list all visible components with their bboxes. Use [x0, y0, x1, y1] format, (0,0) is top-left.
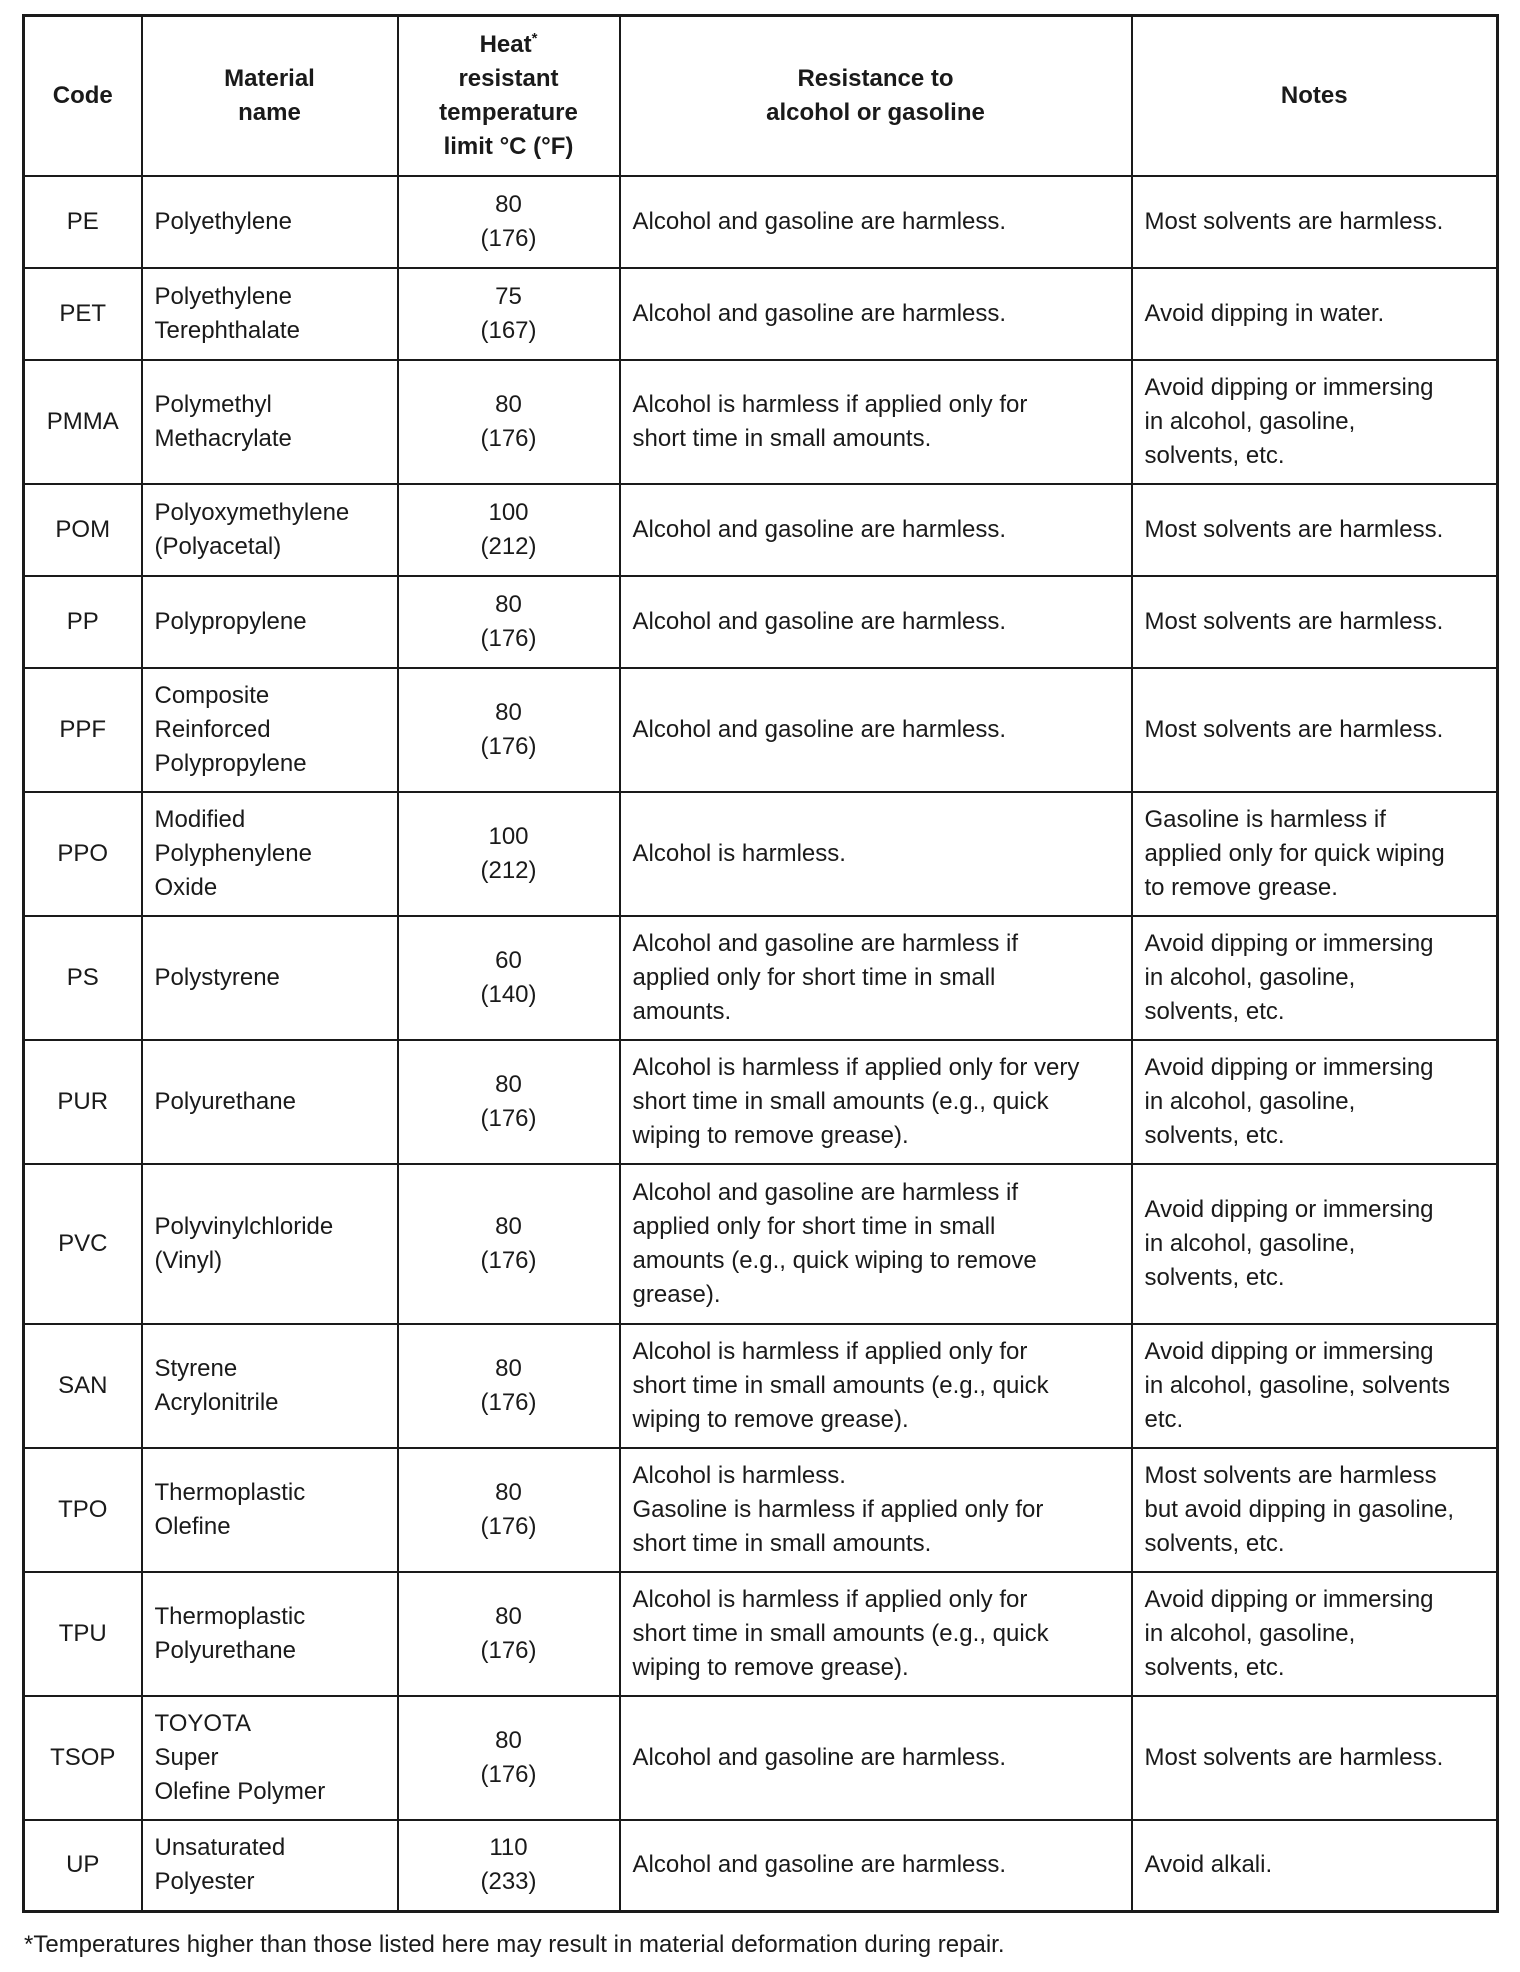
notes-text-cell [1132, 792, 1498, 916]
material-name-line: Oxide [154, 873, 218, 901]
heat-limit-line: (176) [480, 1760, 537, 1788]
heat-limit-line: (140) [480, 980, 537, 1008]
material-name-cell [142, 484, 398, 576]
heat-limit-cell [398, 1040, 620, 1164]
resistance-text-line: amounts. [632, 997, 732, 1025]
resistance-text-line: Alcohol and gasoline are harmless. [632, 1851, 1007, 1879]
table-row [24, 916, 1498, 1040]
notes-text-line: in alcohol, gasoline, [1144, 1087, 1356, 1115]
material-code-line: PET [59, 299, 107, 327]
heat-limit-line: (176) [480, 1512, 537, 1540]
material-code-line: PE [66, 207, 99, 235]
header-heat-line [411, 28, 607, 62]
material-code-line: PP [66, 607, 99, 635]
heat-limit-cell [398, 576, 620, 668]
notes-text-line: Most solvents are harmless. [1144, 715, 1444, 743]
heat-limit-line: 80 [495, 1212, 522, 1240]
material-code-line: TPO [58, 1495, 108, 1523]
notes-text-line: Most solvents are harmless. [1144, 207, 1444, 235]
resistance-text-line: wiping to remove grease). [632, 1405, 909, 1433]
header-heat-line: temperature [439, 98, 578, 126]
table-row [24, 792, 1498, 916]
heat-limit-line: (176) [480, 224, 537, 252]
material-name-line: TOYOTA [154, 1709, 251, 1737]
heat-limit-line: 75 [495, 282, 522, 310]
heat-limit-line: 80 [495, 1478, 522, 1506]
notes-text-line: solvents, etc. [1144, 1653, 1285, 1681]
heat-limit-cell [398, 1696, 620, 1820]
notes-text-cell [1132, 1696, 1498, 1820]
heat-limit-cell [398, 916, 620, 1040]
material-name-line: Polystyrene [154, 963, 280, 991]
material-code-line: TSOP [50, 1743, 116, 1771]
notes-text-cell [1132, 576, 1498, 668]
material-code-cell [24, 1040, 142, 1164]
notes-text-line: Avoid dipping or immersing [1144, 373, 1434, 401]
resistance-text-line: Alcohol is harmless. [632, 839, 846, 867]
material-name-line: Polyurethane [154, 1636, 296, 1664]
heat-limit-line: 80 [495, 390, 522, 418]
resistance-text-cell [620, 1696, 1132, 1820]
resistance-text-line: short time in small amounts (e.g., quick [632, 1619, 1049, 1647]
heat-limit-line: 80 [495, 1070, 522, 1098]
material-name-line: Modified [154, 805, 246, 833]
material-name-cell [142, 360, 398, 484]
resistance-text-line: amounts (e.g., quick wiping to remove [632, 1246, 1037, 1274]
heat-limit-line: (233) [480, 1868, 537, 1896]
table-row [24, 1164, 1498, 1324]
resistance-text-line: short time in small amounts (e.g., quick [632, 1087, 1049, 1115]
table-row [24, 1696, 1498, 1820]
heat-limit-cell [398, 1164, 620, 1324]
material-name-line: Reinforced [154, 715, 271, 743]
resistance-text-line: Alcohol and gasoline are harmless. [632, 515, 1007, 543]
material-code-cell [24, 1164, 142, 1324]
material-name-line: Unsaturated [154, 1834, 286, 1862]
notes-text-line: in alcohol, gasoline, [1144, 407, 1356, 435]
header-code-label: Code [52, 81, 113, 109]
notes-text-line: in alcohol, gasoline, [1144, 963, 1356, 991]
resistance-text-line: wiping to remove grease). [632, 1653, 909, 1681]
resistance-text-line: Alcohol is harmless if applied only for very [632, 1053, 1080, 1081]
material-name-line: Composite [154, 681, 270, 709]
header-resistance-line: alcohol or gasoline [766, 98, 985, 126]
material-name-line: Thermoplastic [154, 1478, 306, 1506]
notes-text-cell [1132, 1164, 1498, 1324]
heat-limit-line: 80 [495, 1726, 522, 1754]
notes-text-line: solvents, etc. [1144, 1263, 1285, 1291]
heat-limit-line: 60 [495, 946, 522, 974]
notes-text-line: Most solvents are harmless. [1144, 607, 1444, 635]
heat-limit-line: (176) [480, 1388, 537, 1416]
notes-text-line: solvents, etc. [1144, 1529, 1285, 1557]
material-name-line: Polyurethane [154, 1087, 296, 1115]
material-name-line: Acrylonitrile [154, 1388, 279, 1416]
resistance-text-cell [620, 668, 1132, 792]
heat-limit-cell [398, 1448, 620, 1572]
material-code-cell [24, 576, 142, 668]
material-code-cell [24, 792, 142, 916]
table-row [24, 176, 1498, 268]
heat-limit-line: 100 [488, 822, 529, 850]
notes-text-line: solvents, etc. [1144, 1121, 1285, 1149]
material-name-line: Olefine [154, 1512, 231, 1540]
heat-limit-cell [398, 360, 620, 484]
material-name-line: Polyethylene [154, 282, 292, 310]
material-name-line: Polyoxymethylene [154, 498, 350, 526]
header-heat-word: Heat [479, 30, 532, 58]
header-resistance-line: Resistance to [797, 64, 954, 92]
resistance-text-cell [620, 792, 1132, 916]
table-row [24, 1324, 1498, 1448]
material-code-cell [24, 1572, 142, 1696]
notes-text-line: applied only for quick wiping [1144, 839, 1445, 867]
resistance-text-line: applied only for short time in small [632, 963, 996, 991]
resistance-text-line: Alcohol is harmless if applied only for [632, 1337, 1028, 1365]
material-code-line: SAN [58, 1371, 108, 1399]
resistance-text-line: Alcohol and gasoline are harmless. [632, 207, 1007, 235]
footnote-marker: * [531, 29, 538, 47]
resistance-text-line: Alcohol is harmless if applied only for [632, 390, 1028, 418]
table-row [24, 360, 1498, 484]
material-name-line: Olefine Polymer [154, 1777, 326, 1805]
header-notes-label: Notes [1280, 81, 1348, 109]
material-name-line: Terephthalate [154, 316, 300, 344]
material-name-cell [142, 1164, 398, 1324]
material-name-line: Methacrylate [154, 424, 292, 452]
resistance-text-cell [620, 916, 1132, 1040]
heat-limit-cell [398, 484, 620, 576]
material-name-line: Polypropylene [154, 607, 307, 635]
notes-text-cell [1132, 1572, 1498, 1696]
notes-text-cell [1132, 916, 1498, 1040]
heat-limit-line: 80 [495, 698, 522, 726]
material-code-cell [24, 268, 142, 360]
notes-text-line: Gasoline is harmless if [1144, 805, 1386, 833]
heat-limit-line: (176) [480, 1246, 537, 1274]
header-code [24, 16, 142, 176]
heat-limit-line: (212) [480, 856, 537, 884]
material-name-cell [142, 176, 398, 268]
notes-text-line: Most solvents are harmless. [1144, 515, 1444, 543]
resistance-text-line: Alcohol and gasoline are harmless. [632, 299, 1007, 327]
notes-text-line: Most solvents are harmless. [1144, 1743, 1444, 1771]
table-row [24, 1040, 1498, 1164]
header-heat-line: resistant [458, 64, 559, 92]
material-code-line: POM [55, 515, 111, 543]
notes-text-line: to remove grease. [1144, 873, 1338, 901]
resistance-text-line: short time in small amounts. [632, 424, 932, 452]
resistance-text-cell [620, 1820, 1132, 1912]
resistance-text-cell [620, 484, 1132, 576]
resistance-text-line: wiping to remove grease). [632, 1121, 909, 1149]
notes-text-line: but avoid dipping in gasoline, [1144, 1495, 1455, 1523]
resistance-text-line: Alcohol and gasoline are harmless if [632, 929, 1019, 957]
material-name-cell [142, 916, 398, 1040]
notes-text-cell [1132, 268, 1498, 360]
resistance-text-line: Alcohol and gasoline are harmless if [632, 1178, 1019, 1206]
heat-limit-line: (176) [480, 624, 537, 652]
notes-text-line: Avoid alkali. [1144, 1851, 1273, 1879]
material-name-line: Polymethyl [154, 390, 272, 418]
table-row [24, 576, 1498, 668]
heat-limit-cell [398, 176, 620, 268]
notes-text-line: Avoid dipping in water. [1144, 299, 1385, 327]
notes-text-line: Avoid dipping or immersing [1144, 1585, 1434, 1613]
resistance-text-line: Alcohol is harmless if applied only for [632, 1585, 1028, 1613]
resistance-text-line: Alcohol is harmless. [632, 1461, 846, 1489]
header-resistance [620, 16, 1132, 176]
notes-text-line: solvents, etc. [1144, 441, 1285, 469]
notes-text-line: in alcohol, gasoline, solvents [1144, 1371, 1451, 1399]
material-code-cell [24, 1820, 142, 1912]
plastics-reference-sheet [22, 14, 1496, 1913]
material-name-cell [142, 668, 398, 792]
material-code-cell [24, 360, 142, 484]
material-code-cell [24, 484, 142, 576]
heat-limit-line: (176) [480, 424, 537, 452]
resistance-text-cell [620, 1448, 1132, 1572]
resistance-text-cell [620, 576, 1132, 668]
header-heat-line: limit °C (°F) [443, 132, 574, 160]
notes-text-line: Most solvents are harmless [1144, 1461, 1437, 1489]
resistance-text-cell [620, 1164, 1132, 1324]
notes-text-cell [1132, 484, 1498, 576]
heat-limit-cell [398, 1820, 620, 1912]
material-name-cell [142, 1448, 398, 1572]
notes-text-line: Avoid dipping or immersing [1144, 929, 1434, 957]
material-name-line: Polyphenylene [154, 839, 312, 867]
material-name-line: Polyester [154, 1868, 255, 1896]
heat-limit-line: (212) [480, 532, 537, 560]
heat-limit-line: 80 [495, 590, 522, 618]
material-name-line: (Vinyl) [154, 1246, 223, 1274]
notes-text-line: in alcohol, gasoline, [1144, 1229, 1356, 1257]
heat-limit-cell [398, 1572, 620, 1696]
resistance-text-line: Alcohol and gasoline are harmless. [632, 607, 1007, 635]
material-name-line: Polyethylene [154, 207, 292, 235]
table-row [24, 668, 1498, 792]
header-notes [1132, 16, 1498, 176]
heat-limit-cell [398, 1324, 620, 1448]
material-name-line: (Polyacetal) [154, 532, 282, 560]
material-name-cell [142, 1820, 398, 1912]
resistance-text-cell [620, 1572, 1132, 1696]
table-row [24, 484, 1498, 576]
notes-text-cell [1132, 176, 1498, 268]
table-row [24, 1820, 1498, 1912]
material-code-cell [24, 1324, 142, 1448]
material-code-cell [24, 1448, 142, 1572]
material-code-cell [24, 668, 142, 792]
material-name-line: Super [154, 1743, 219, 1771]
material-name-line: Polypropylene [154, 749, 307, 777]
heat-limit-line: (176) [480, 1636, 537, 1664]
material-code-line: PPO [57, 839, 109, 867]
table-header-row [24, 16, 1498, 176]
heat-limit-line: (176) [480, 1104, 537, 1132]
footnote: *Temperatures higher than those listed here may result in material deformation during repair. [24, 1931, 1005, 1958]
heat-limit-line: (167) [480, 316, 537, 344]
material-name-cell [142, 1572, 398, 1696]
notes-text-line: in alcohol, gasoline, [1144, 1619, 1356, 1647]
heat-limit-cell [398, 792, 620, 916]
material-name-cell [142, 792, 398, 916]
header-material-line: name [238, 98, 301, 126]
heat-limit-line: 80 [495, 1602, 522, 1630]
resistance-text-cell [620, 360, 1132, 484]
notes-text-cell [1132, 1040, 1498, 1164]
notes-text-line: etc. [1144, 1405, 1184, 1433]
table-row [24, 268, 1498, 360]
heat-limit-cell [398, 268, 620, 360]
resistance-text-cell [620, 268, 1132, 360]
resistance-text-line: short time in small amounts. [632, 1529, 932, 1557]
material-name-line: Styrene [154, 1354, 238, 1382]
table-row [24, 1448, 1498, 1572]
resistance-text-line: applied only for short time in small [632, 1212, 996, 1240]
material-name-cell [142, 576, 398, 668]
material-code-line: PPF [59, 715, 107, 743]
material-name-line: Thermoplastic [154, 1602, 306, 1630]
material-name-cell [142, 1696, 398, 1820]
material-name-cell [142, 1324, 398, 1448]
notes-text-cell [1132, 360, 1498, 484]
notes-text-cell [1132, 1324, 1498, 1448]
material-code-line: PS [66, 963, 99, 991]
heat-limit-line: 110 [489, 1834, 528, 1862]
table-row [24, 1572, 1498, 1696]
material-code-cell [24, 1696, 142, 1820]
header-heat-limit [398, 16, 620, 176]
material-code-line: PUR [57, 1087, 109, 1115]
heat-limit-line: 80 [495, 190, 522, 218]
material-code-cell [24, 916, 142, 1040]
resistance-text-line: Alcohol and gasoline are harmless. [632, 715, 1007, 743]
resistance-text-cell [620, 1040, 1132, 1164]
material-code-line: PMMA [46, 407, 119, 435]
resistance-text-line: short time in small amounts (e.g., quick [632, 1371, 1049, 1399]
table-body [24, 176, 1498, 1912]
resistance-text-line: grease). [632, 1280, 721, 1308]
material-code-line: PVC [58, 1229, 108, 1257]
resistance-text-line: Alcohol and gasoline are harmless. [632, 1743, 1007, 1771]
notes-text-cell [1132, 1820, 1498, 1912]
material-name-line: Polyvinylchloride [154, 1212, 334, 1240]
material-code-line: TPU [58, 1619, 107, 1647]
material-name-cell [142, 268, 398, 360]
header-material-line: Material [224, 64, 315, 92]
resistance-text-cell [620, 176, 1132, 268]
heat-limit-line: 80 [495, 1354, 522, 1382]
resistance-text-line: Gasoline is harmless if applied only for [632, 1495, 1044, 1523]
notes-text-cell [1132, 668, 1498, 792]
heat-limit-cell [398, 668, 620, 792]
material-code-line: UP [66, 1851, 100, 1879]
notes-text-line: Avoid dipping or immersing [1144, 1337, 1434, 1365]
notes-text-line: Avoid dipping or immersing [1144, 1195, 1434, 1223]
notes-text-cell [1132, 1448, 1498, 1572]
header-material-name [142, 16, 398, 176]
material-code-cell [24, 176, 142, 268]
material-name-cell [142, 1040, 398, 1164]
heat-limit-line: 100 [488, 498, 529, 526]
notes-text-line: solvents, etc. [1144, 997, 1285, 1025]
heat-limit-line: (176) [480, 732, 537, 760]
resistance-text-cell [620, 1324, 1132, 1448]
plastic-materials-table [22, 14, 1499, 1913]
notes-text-line: Avoid dipping or immersing [1144, 1053, 1434, 1081]
